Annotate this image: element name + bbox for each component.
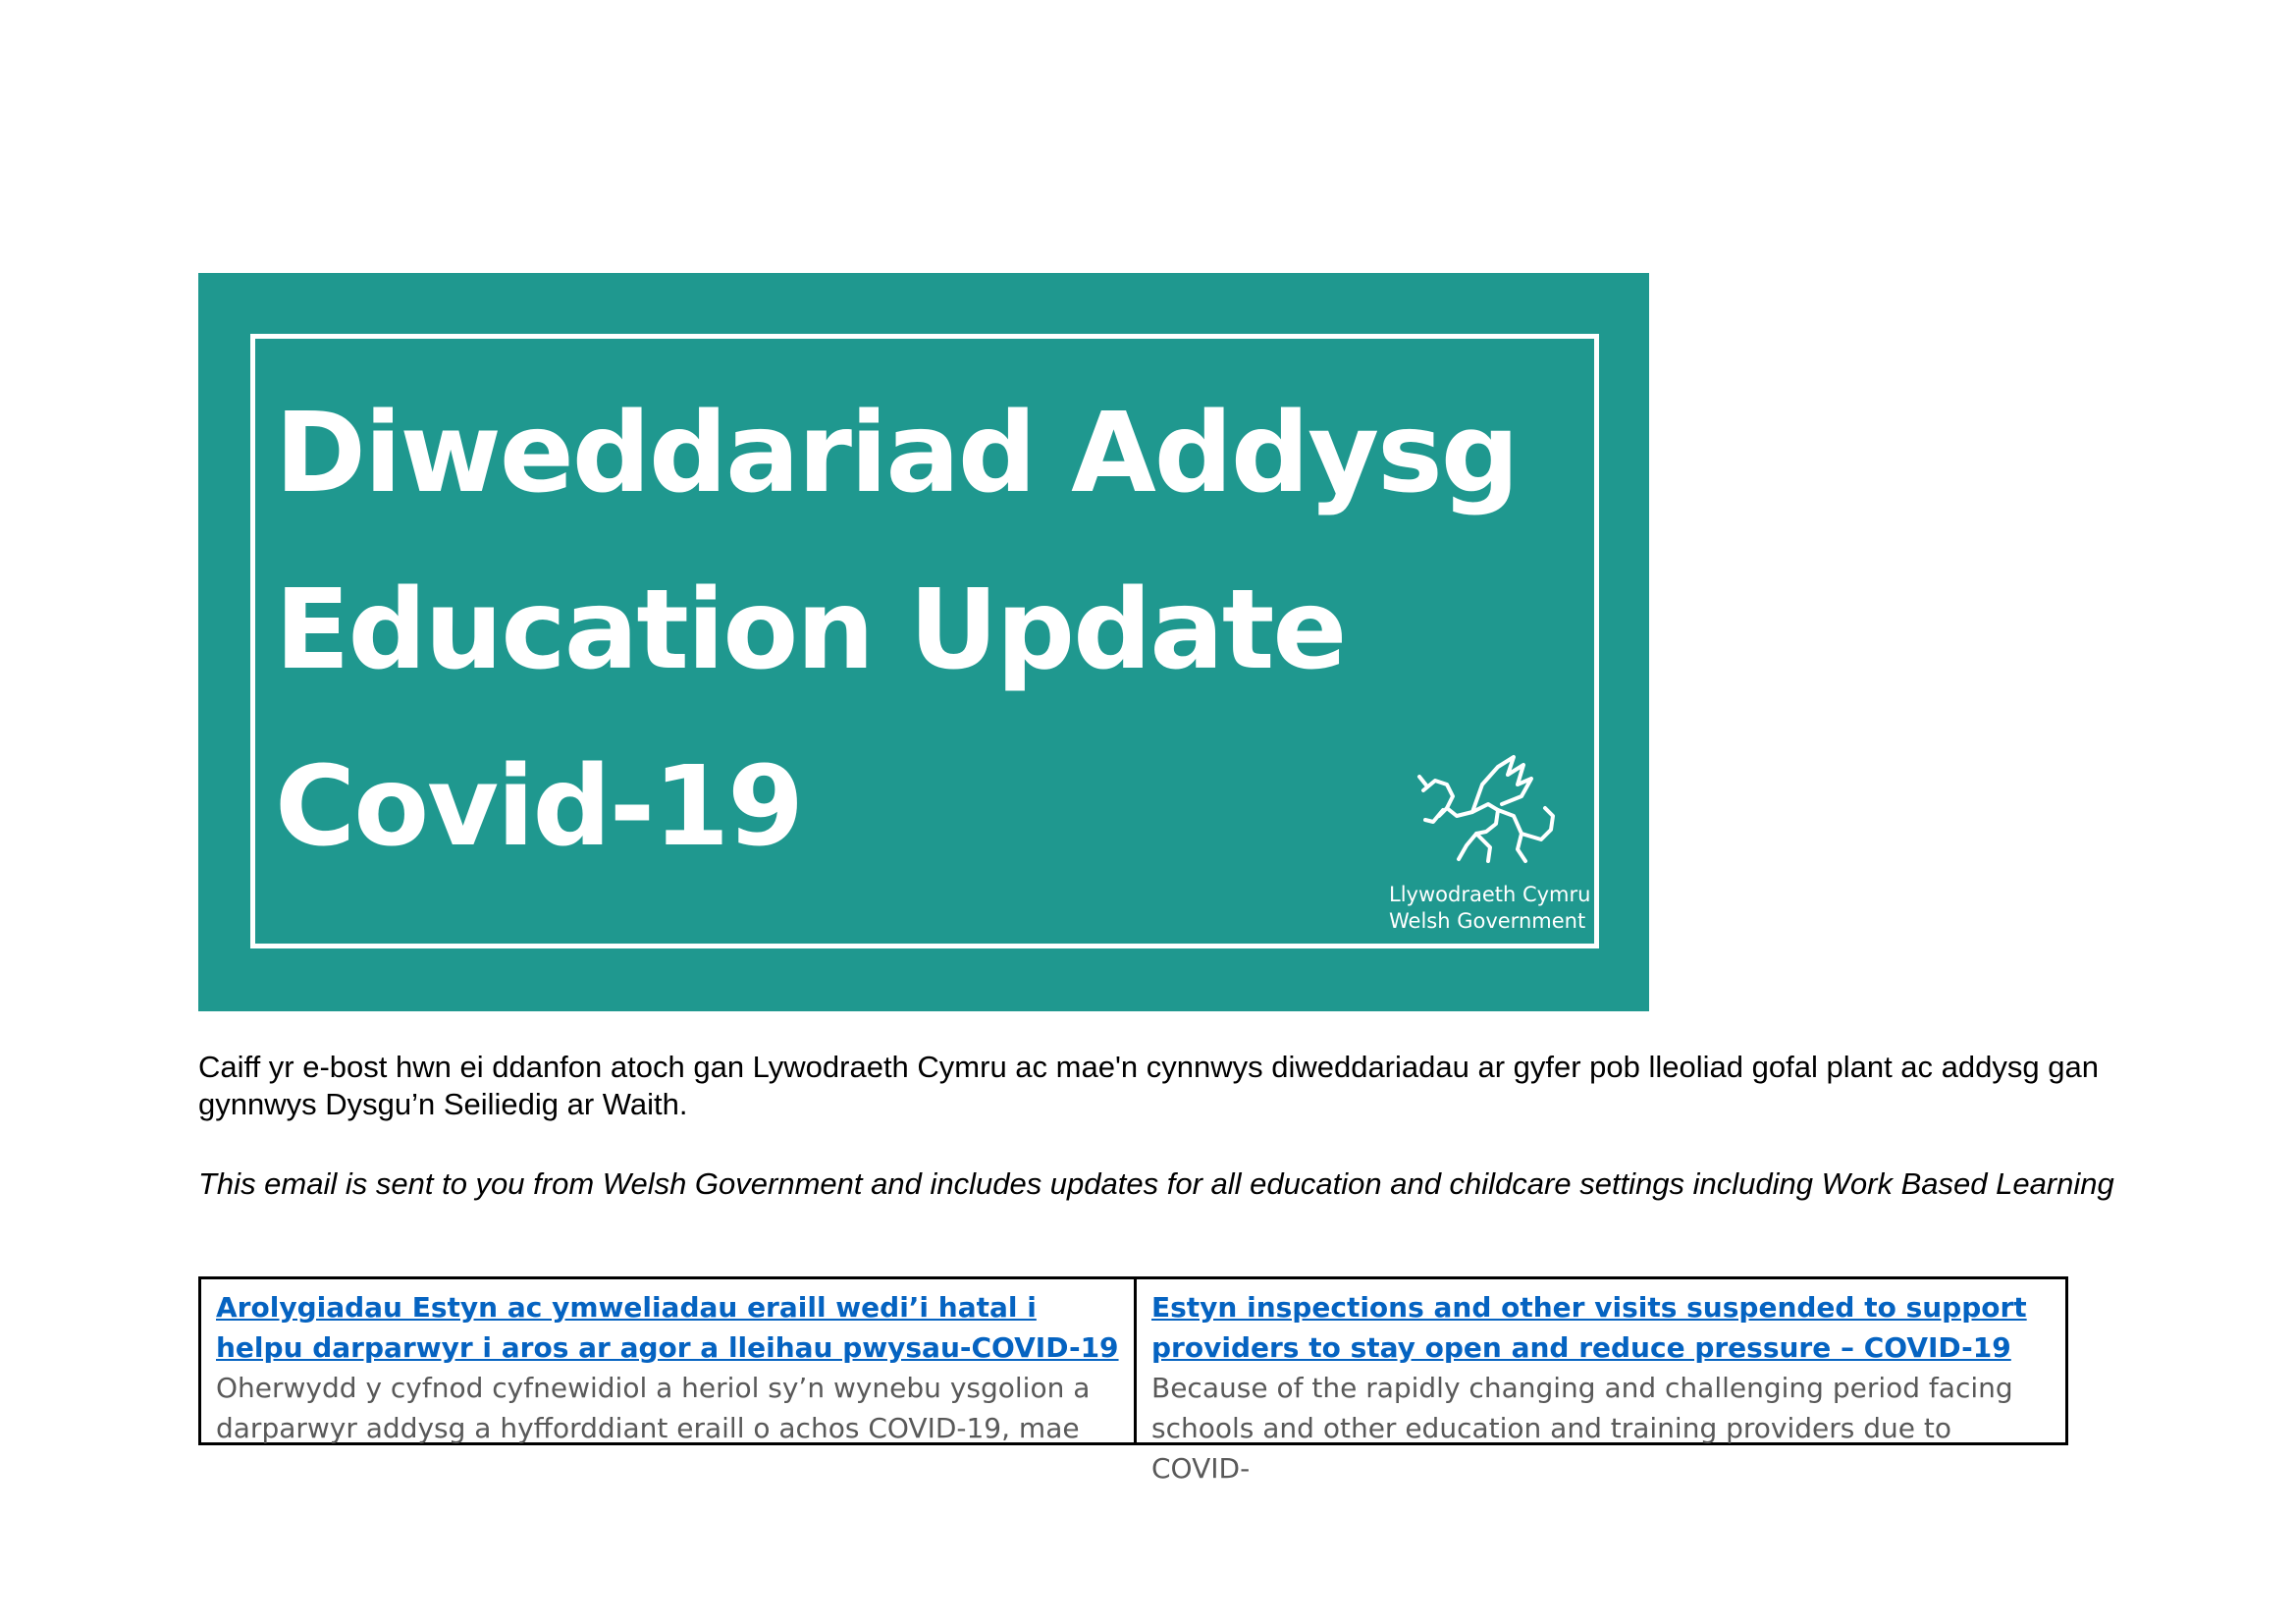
news-summary-welsh: Oherwydd y cyfnod cyfnewidiol a heriol sy’n wynebu ysgolion a darparwyr addysg a hyfforddiant eraill o achos COVID-19, mae: [216, 1372, 1091, 1444]
header-banner: [198, 273, 1649, 1011]
government-name-english: Welsh Government: [1389, 909, 1586, 933]
government-name-welsh: Llywodraeth Cymru: [1389, 883, 1591, 906]
banner-title: [275, 365, 1518, 895]
news-item-welsh: [201, 1279, 1137, 1442]
banner-title-welsh: Diweddariad Addysg: [275, 390, 1518, 517]
news-summary-english: Because of the rapidly changing and challenging period facing schools and other education and training providers due to COVID-: [1151, 1372, 2013, 1485]
intro-english: This email is sent to you from Welsh Government and includes updates for all education and childcare settings including Work Based Learning: [198, 1166, 2114, 1201]
banner-title-topic: Covid-19: [275, 743, 803, 871]
news-item-english: [1137, 1279, 2065, 1485]
welsh-dragon-icon: [1404, 751, 1571, 869]
government-logo-text: [1389, 882, 1590, 935]
news-table: [198, 1276, 2068, 1485]
news-link-welsh[interactable]: Arolygiadau Estyn ac ymweliadau eraill wedi’i hatal i helpu darparwyr i aros ar agor a lleihau pwysau-COVID-19: [216, 1291, 1119, 1364]
banner-title-english: Education Update: [275, 567, 1346, 694]
intro-welsh: Caiff yr e-bost hwn ei ddanfon atoch gan Lywodraeth Cymru ac mae'n cynnwys diweddariadau ar gyfer pob lleoliad gofal plant ac addysg gan gynnwys Dysgu’n Seiliedig ar Waith.: [198, 1050, 2099, 1121]
news-link-english[interactable]: Estyn inspections and other visits suspended to support providers to stay open and reduce pressure – COVID-19: [1151, 1291, 2027, 1364]
